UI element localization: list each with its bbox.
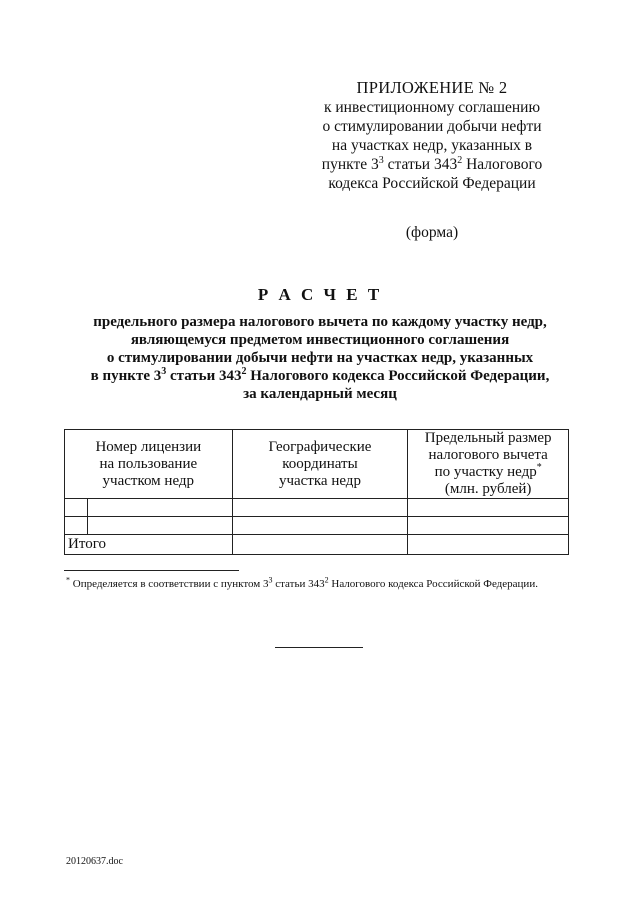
footnote-mark: * xyxy=(536,462,542,473)
end-divider xyxy=(275,647,363,648)
table-row xyxy=(65,517,569,535)
heading-line-3: о стимулировании добычи нефти на участках недр, указанных xyxy=(106,350,534,366)
heading-line-4-sup2: 2 xyxy=(241,366,247,377)
heading-line-2: являющемуся предметом инвестиционного соглашения xyxy=(130,332,510,348)
heading-line-4-b: статьи 343 xyxy=(166,368,242,384)
annex-line-1: к инвестиционному соглашению xyxy=(323,99,541,116)
annex-header xyxy=(300,78,564,242)
annex-line-4-b: статьи 343 xyxy=(383,156,458,173)
annex-line-3: на участках недр, указанных в xyxy=(331,137,533,154)
heading-line-4-a: в пункте 3 xyxy=(90,368,162,384)
form-note: (форма) xyxy=(405,224,459,241)
annex-line-4-sup1: 3 xyxy=(378,154,384,166)
heading-line-4-sup1: 3 xyxy=(161,366,167,377)
document-filename: 20120637.doc xyxy=(66,856,123,867)
footnote: * Определяется в соответствии с пунктом $3^3$ статьи $343^2$ Налогового кодекса Российской Федерации. xyxy=(66,575,538,590)
table-total-row xyxy=(65,535,569,555)
footnote-divider xyxy=(64,570,239,571)
header-license-number: Номер лицензии на пользование участком недр xyxy=(65,430,233,499)
annex-line-5: кодекса Российской Федерации xyxy=(328,175,536,192)
heading-line-1: предельного размера налогового вычета по каждому участку недр, xyxy=(93,314,547,330)
heading-line-5: за календарный месяц xyxy=(243,386,397,402)
annex-line-4-c: Налогового xyxy=(462,156,543,173)
heading-title: Р А С Ч Е Т xyxy=(257,285,383,304)
table-header-row xyxy=(65,430,569,499)
header-geo-coordinates: Географические координаты участка недр xyxy=(232,430,408,499)
annex-title: ПРИЛОЖЕНИЕ № 2 xyxy=(356,78,508,97)
annex-line-4 xyxy=(300,155,564,174)
calculation-table xyxy=(64,429,569,555)
header-deduction-limit: Предельный размер налогового вычета по участку недр* (млн. рублей) xyxy=(408,430,569,499)
total-label: Итого xyxy=(65,535,233,555)
table-row xyxy=(65,499,569,517)
annex-line-4-sup2: 2 xyxy=(457,154,463,166)
annex-line-4-a: пункте 3 xyxy=(321,156,379,173)
heading-line-4-c: Налогового кодекса Российской Федерации, xyxy=(246,368,550,384)
footnote-mark: * xyxy=(66,575,70,585)
annex-line-2: о стимулировании добычи нефти xyxy=(322,118,542,135)
heading-line-4 xyxy=(60,367,580,385)
document-heading xyxy=(60,285,580,403)
